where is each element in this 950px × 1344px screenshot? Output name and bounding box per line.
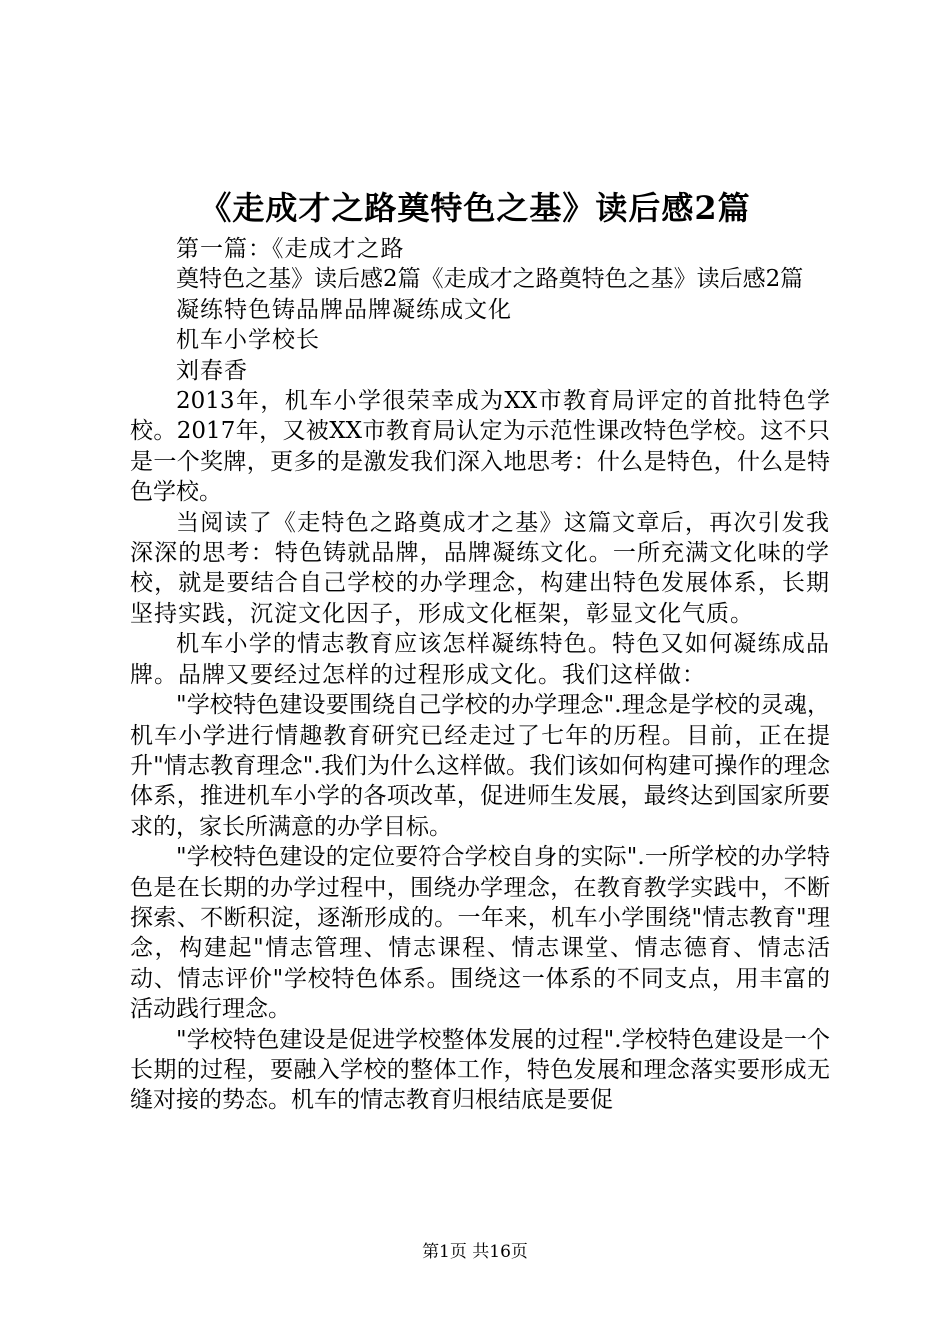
paragraph-body: 当阅读了《走特色之路奠成才之基》这篇文章后，再次引发我深深的思考：特色铸就品牌，品牌凝练文化。一所充满文化味的学校，就是要结合自己学校的办学理念，构建出特色发展体系，长期坚持实践，沉淀文化因子，形成文化框架，彰显文化气质。 <box>130 509 830 627</box>
paragraph-part-heading-continued: 奠特色之基》读后感2篇《走成才之路奠特色之基》读后感2篇 <box>176 266 804 293</box>
paragraph-body: 机车小学的情志教育应该怎样凝练特色。特色又如何凝练成品牌。品牌又要经过怎样的过程形成文化。我们这样做： <box>130 631 830 688</box>
paragraph-part-heading: 第一篇：《走成才之路 <box>176 236 405 262</box>
paragraph-body: 2013年，机车小学很荣幸成为XX市教育局评定的首批特色学校。2017年，又被XX市教育局认定为示范性课改特色学校。这不只是一个奖牌，更多的是激发我们深入地思考：什么是特色，什么是特色学校。 <box>130 388 830 506</box>
paragraph-body: "学校特色建设的定位要符合学校自身的实际".一所学校的办学特色是在长期的办学过程中，围绕办学理念，在教育教学实践中，不断探索、不断积淀，逐渐形成的。一年来，机车小学围绕"情志教育"理念，构建起"情志管理、情志课程、情志课堂、情志德育、情志活动、情志评价"学校特色体系。围绕这一体系的不同支点，用丰富的活动践行理念。 <box>130 844 830 1023</box>
paragraph-author-role: 机车小学校长 <box>176 327 320 354</box>
page-footer: 第1页 共16页 <box>422 1242 528 1262</box>
paragraph-body: "学校特色建设要围绕自己学校的办学理念".理念是学校的灵魂，机车小学进行情趣教育研究已经走过了七年的历程。目前，正在提升"情志教育理念".我们为什么这样做。我们该如何构建可操作的理念体系，推进机车小学的各项改革，促进师生发展，最终达到国家所要求的，家长所满意的办学目标。 <box>130 692 830 840</box>
paragraph-article-title: 凝练特色铸品牌品牌凝练成文化 <box>176 296 512 323</box>
document-title: 《走成才之路奠特色之基》读后感2篇 <box>199 189 751 227</box>
paragraph-author-name: 刘春香 <box>176 357 248 384</box>
paragraph-body: "学校特色建设是促进学校整体发展的过程".学校特色建设是一个长期的过程，要融入学校的整体工作，特色发展和理念落实要形成无缝对接的势态。机车的情志教育归根结底是要促 <box>130 1026 830 1114</box>
document-body <box>130 234 830 1116</box>
